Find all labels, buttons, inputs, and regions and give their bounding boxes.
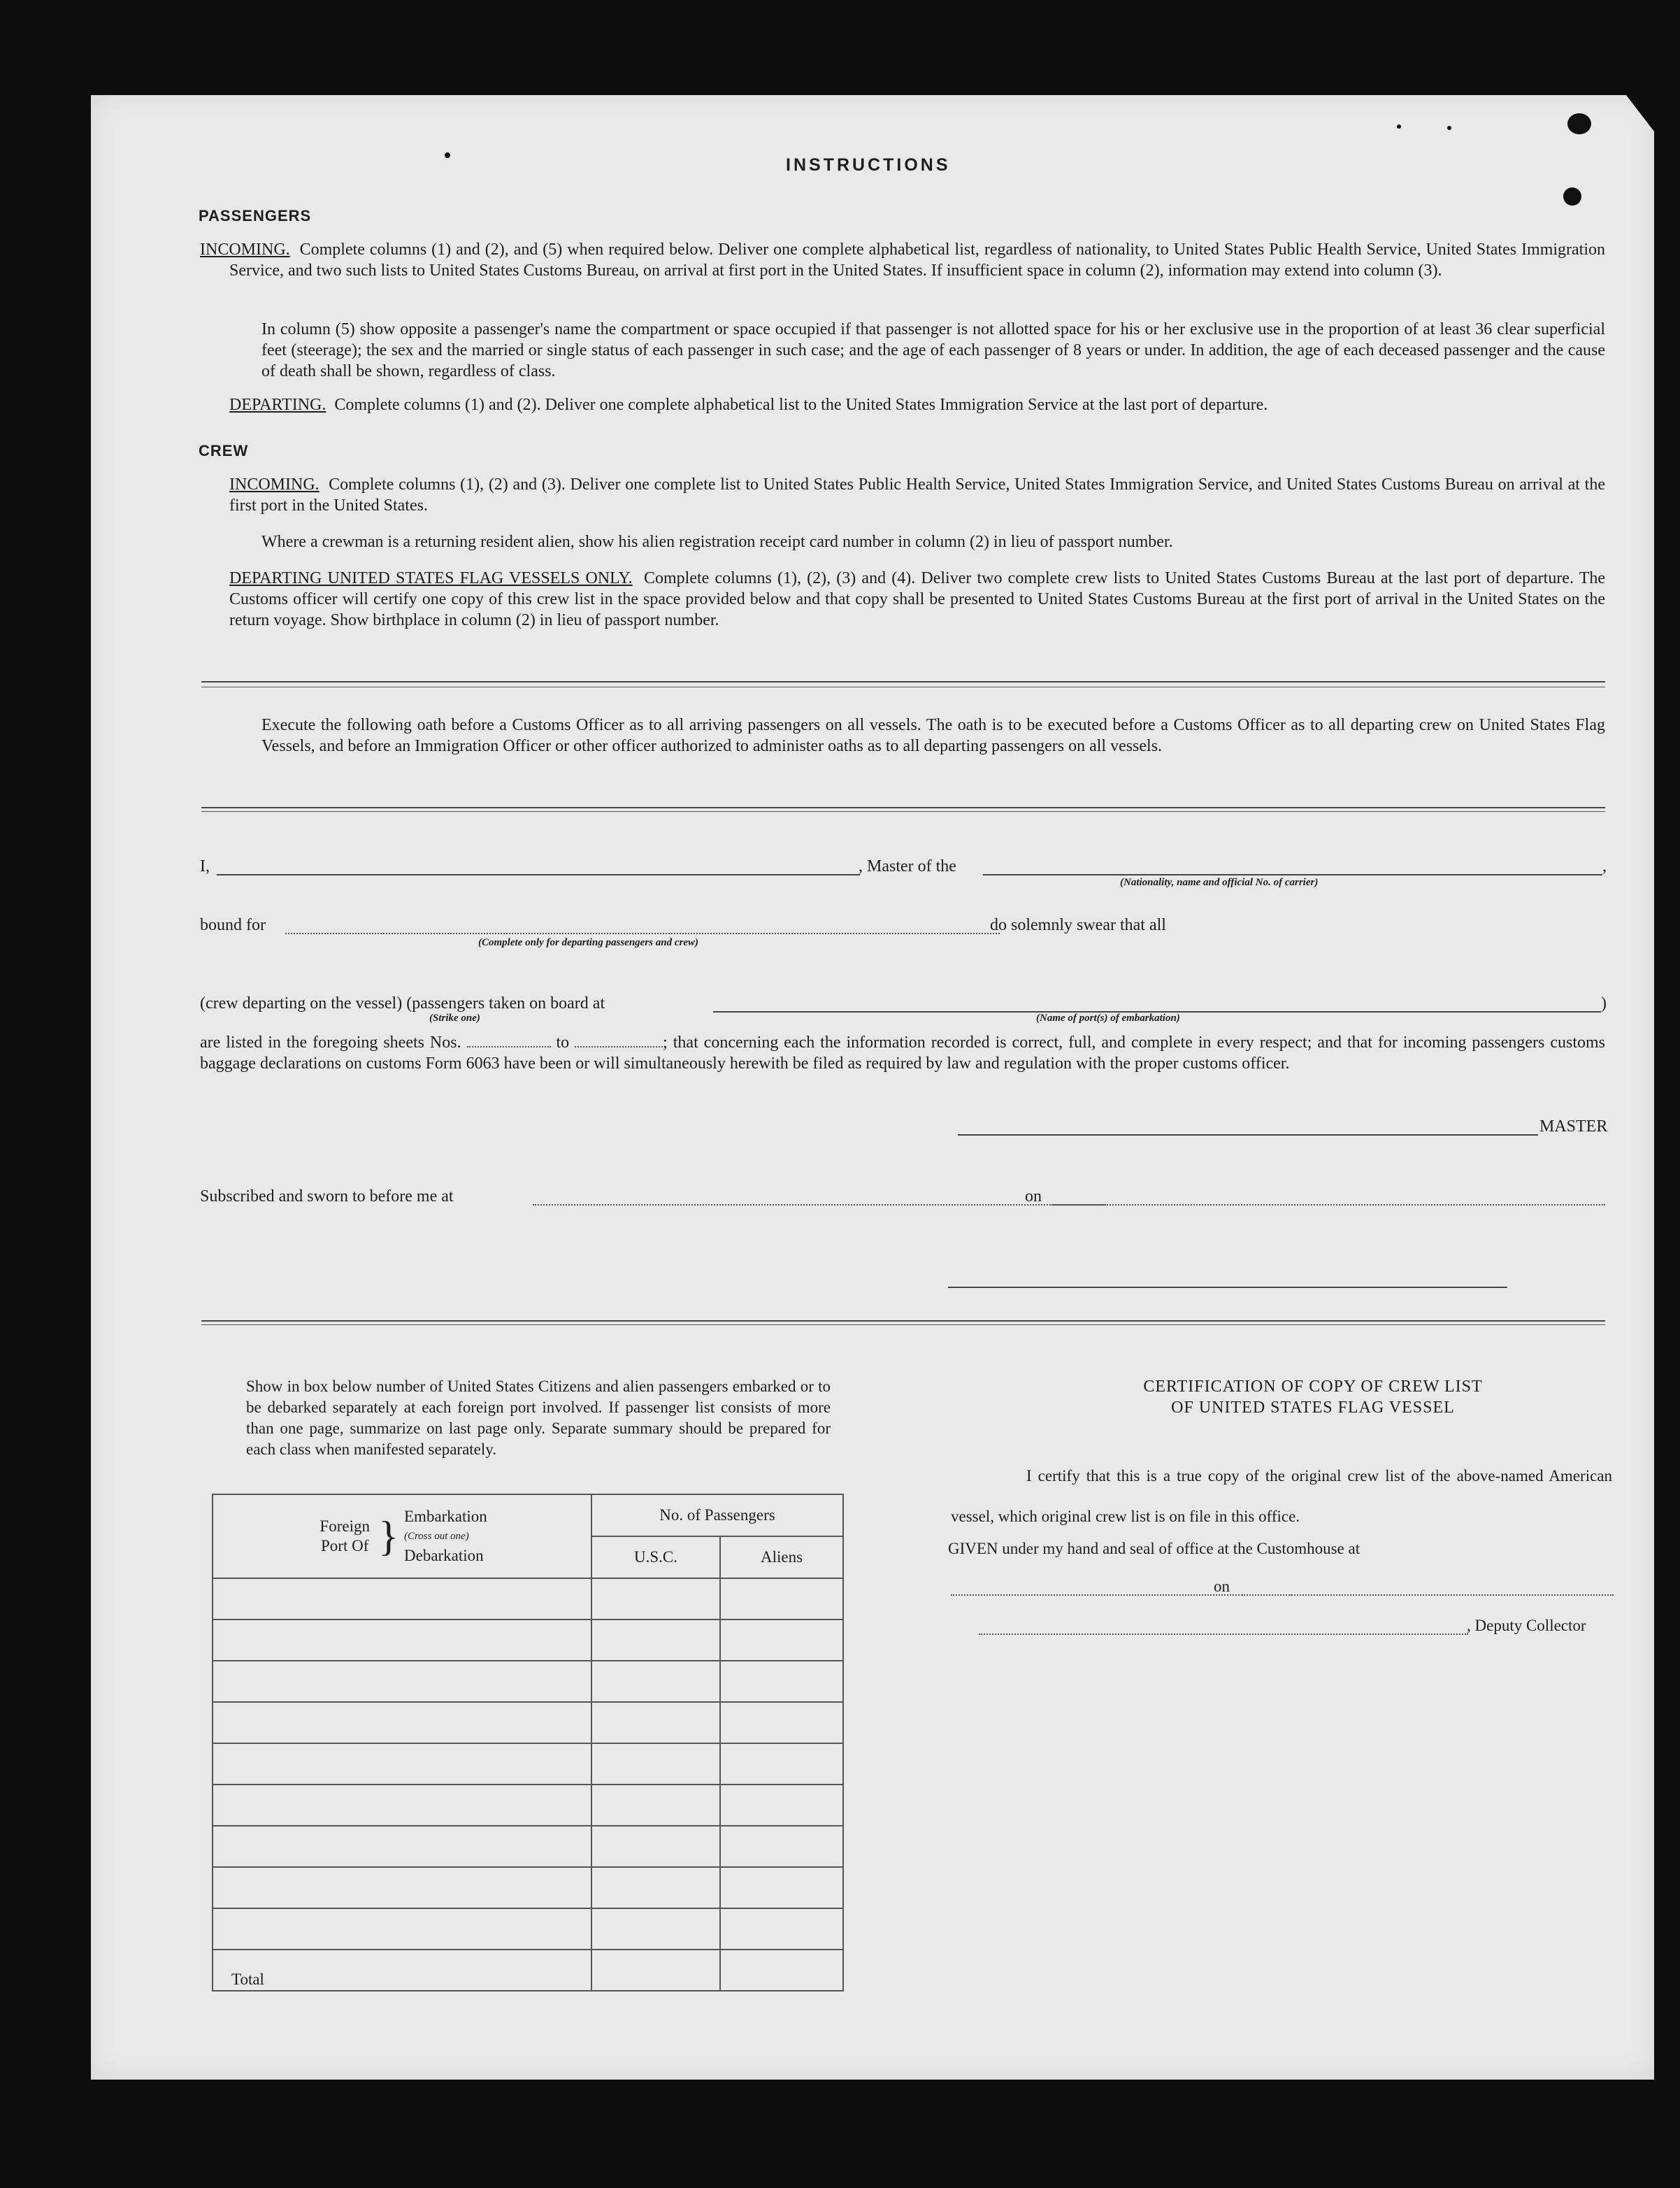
- usc-cell[interactable]: [591, 1578, 720, 1619]
- port-cell[interactable]: [213, 1702, 591, 1743]
- usc-cell[interactable]: [591, 1826, 720, 1867]
- port-cell[interactable]: [213, 1785, 591, 1826]
- divider: [201, 1324, 1605, 1325]
- total-row: [213, 1950, 843, 1991]
- passengers-incoming-label: INCOMING.: [200, 241, 290, 259]
- aliens-cell[interactable]: [720, 1908, 843, 1950]
- summary-intro-paragraph: Show in box below number of United States Citizens and alien passengers embarked or to be debarked separately at each foreign port involved. If passenger list consists of more than one page, summarize on last page only. Separate summary should be prepared for each class when manifested separately.: [246, 1378, 831, 1458]
- usc-cell[interactable]: [591, 1908, 720, 1950]
- crew-departing-label: DEPARTING UNITED STATES FLAG VESSELS ONLY.: [229, 569, 633, 587]
- certification-title-line2: OF UNITED STATES FLAG VESSEL: [1171, 1399, 1455, 1417]
- passengers-incoming-paragraph: [200, 239, 1605, 281]
- master-signature-field[interactable]: [958, 1134, 1538, 1136]
- usc-cell[interactable]: [591, 1619, 720, 1661]
- bound-for-label: bound for: [200, 916, 266, 934]
- brace-glyph: }: [378, 1513, 399, 1559]
- passengers-departing-label: DEPARTING.: [229, 396, 326, 414]
- bound-for-field[interactable]: [285, 933, 1000, 934]
- ink-spot: [1397, 124, 1401, 129]
- passenger-summary-table: [212, 1494, 844, 1992]
- officer-signature-field[interactable]: [948, 1287, 1507, 1288]
- ink-spot: [1447, 126, 1451, 130]
- usc-cell[interactable]: [591, 1702, 720, 1743]
- table-row: [213, 1661, 843, 1702]
- crew-resident-paragraph: Where a crewman is a returning resident alien, show his alien registration receipt card number in column (2) in lieu of passport number.: [261, 533, 1173, 551]
- port-header: [213, 1494, 591, 1578]
- certify-paragraph: I certify that this is a true copy of the original crew list of the above-named American vessel, which original crew list is on file in this office.: [951, 1467, 1612, 1525]
- table-row: [213, 1578, 843, 1619]
- crew-passengers-label: (crew departing on the vessel) (passengers taken on board at: [200, 994, 605, 1013]
- table-row: [213, 1908, 843, 1950]
- table-row: [213, 1702, 843, 1743]
- ink-spot: [1567, 113, 1591, 134]
- listed-text-3: and that for incoming passengers customs baggage declarations on customs Form 6063 have been or will simultaneously herewith be filed as required by law and regulation with the proper customs officer.: [200, 1034, 1606, 1073]
- divider: [201, 1320, 1605, 1322]
- certification-title: [963, 1376, 1663, 1418]
- certification-on-label: on: [1214, 1578, 1230, 1595]
- passengers-incoming-text: Complete columns (1) and (2), and (5) when required below. Deliver one complete alphabetical list, regardless of nationality, to United States Public Health Service, United States Immigration Service, and two such lists to United States Customs Bureau, on arrival at first port in the United States. If insufficient space in column (2), information may extend into column (3).: [229, 241, 1606, 280]
- master-name-field[interactable]: [217, 874, 860, 875]
- master-label: MASTER: [1539, 1117, 1608, 1136]
- crew-departing-text: Complete columns (1), (2), (3) and (4). Deliver two complete crew lists to United States Customs Bureau at the last port of departure. The Customs officer will certify one copy of this crew list in the space provided below and that copy shall be presented to United States Customs Bureau at the first port of arrival in the United States on the return voyage. Show birthplace in column (2) in lieu of passport number.: [229, 569, 1605, 629]
- aliens-cell[interactable]: [720, 1785, 843, 1826]
- to-label: to: [556, 1034, 570, 1052]
- port-cell[interactable]: [213, 1619, 591, 1661]
- oath-intro-paragraph: Execute the following oath before a Customs Officer as to all arriving passengers on all vessels. The oath is to be executed before a Customs Officer as to all departing crew on United States Flag Vessels, and before an Immigration Officer or other officer authorized to administer oaths as to all departing passengers on all vessels.: [261, 716, 1605, 755]
- embarkation-label: Embarkation: [404, 1508, 487, 1525]
- table-row: [213, 1867, 843, 1908]
- foreign-port-of-label: Foreign Port Of: [320, 1517, 370, 1554]
- total-usc-cell[interactable]: [591, 1950, 720, 1991]
- listed-paragraph: [200, 1032, 1605, 1074]
- cross-out-caption: (Cross out one): [404, 1531, 469, 1542]
- ports-field-end: ): [1601, 994, 1607, 1013]
- carrier-field-end: ,: [1602, 857, 1607, 875]
- usc-cell[interactable]: [591, 1867, 720, 1908]
- ports-caption: (Name of port(s) of embarkation): [1036, 1013, 1180, 1024]
- divider: [201, 811, 1605, 812]
- complete-only-caption: (Complete only for departing passengers and crew): [478, 937, 698, 948]
- aliens-cell[interactable]: [720, 1661, 843, 1702]
- carrier-field[interactable]: [983, 874, 1602, 875]
- passengers-heading: PASSENGERS: [199, 207, 312, 224]
- passengers-column5-paragraph: In column (5) show opposite a passenger's name the compartment or space occupied if that passenger is not allotted space for his or her exclusive use in the proportion of at least 36 clear superficial feet (steerage); the sex and the married or single status of each passenger in such case; and the age of each passenger of 8 years or under. In addition, the age of each deceased passenger and the cause of death shall be shown, regardless of class.: [261, 320, 1605, 380]
- table-row: [213, 1826, 843, 1867]
- port-cell[interactable]: [213, 1578, 591, 1619]
- debarkation-label: Debarkation: [404, 1547, 484, 1564]
- crew-heading: CREW: [199, 442, 249, 459]
- crew-incoming-text: Complete columns (1), (2) and (3). Deliver one complete list to United States Public Health Service, United States Immigration Service, and United States Customs Bureau on arrival at the first port in the United States.: [229, 476, 1605, 515]
- crew-departing-paragraph: [229, 568, 1605, 631]
- table-row: [213, 1743, 843, 1785]
- ink-spot: [445, 152, 450, 158]
- deputy-collector-label: , Deputy Collector: [1467, 1617, 1586, 1634]
- port-cell[interactable]: [213, 1743, 591, 1785]
- aliens-cell[interactable]: [720, 1826, 843, 1867]
- strike-one-caption: (Strike one): [429, 1013, 480, 1024]
- subscribed-on-label: on: [1025, 1187, 1042, 1206]
- ink-spot: [1563, 187, 1581, 206]
- divider: [201, 807, 1605, 808]
- sheet-from-field[interactable]: [467, 1034, 551, 1047]
- master-of-label: , Master of the: [859, 857, 956, 875]
- aliens-cell[interactable]: [720, 1743, 843, 1785]
- subscribed-label: Subscribed and sworn to before me at: [200, 1187, 454, 1206]
- subscribed-date-field[interactable]: [1051, 1204, 1605, 1206]
- listed-text-2: ; that concerning each the information recorded is correct, full, and complete in every respect;: [663, 1034, 1312, 1052]
- table-header-row: [213, 1494, 843, 1536]
- given-text: GIVEN under my hand and seal of office at the Customhouse at: [948, 1540, 1360, 1557]
- listed-text-1: are listed in the foregoing sheets Nos.: [200, 1034, 461, 1052]
- folded-corner: [1626, 95, 1654, 131]
- form-sheet: [91, 95, 1654, 2080]
- passengers-departing-text: Complete columns (1) and (2). Deliver one complete alphabetical list to the United States Immigration Service at the last port of departure.: [334, 396, 1268, 414]
- sheet-to-field[interactable]: [575, 1034, 663, 1047]
- no-of-passengers-header: No. of Passengers: [591, 1494, 843, 1536]
- table-row: [213, 1619, 843, 1661]
- certification-title-line1: CERTIFICATION OF COPY OF CREW LIST: [1143, 1378, 1483, 1396]
- port-cell[interactable]: [213, 1908, 591, 1950]
- instructions-title: INSTRUCTIONS: [786, 155, 951, 175]
- port-cell[interactable]: [213, 1661, 591, 1702]
- subscribed-place-field[interactable]: [533, 1204, 1106, 1206]
- port-cell[interactable]: [213, 1867, 591, 1908]
- aliens-header: Aliens: [720, 1536, 843, 1578]
- usc-cell[interactable]: [591, 1661, 720, 1702]
- nationality-caption: (Nationality, name and official No. of carrier): [1120, 877, 1319, 888]
- aliens-cell[interactable]: [720, 1578, 843, 1619]
- usc-header: U.S.C.: [591, 1536, 720, 1578]
- customhouse-field[interactable]: [951, 1594, 1292, 1596]
- oath-i-label: I,: [200, 857, 210, 875]
- usc-cell[interactable]: [591, 1743, 720, 1785]
- passengers-departing-paragraph: [229, 394, 1605, 415]
- aliens-cell[interactable]: [720, 1702, 843, 1743]
- swear-label: do solemnly swear that all: [990, 916, 1166, 934]
- port-cell[interactable]: [213, 1826, 591, 1867]
- certification-date-field[interactable]: [1242, 1594, 1614, 1596]
- deputy-collector-signature-field[interactable]: [979, 1633, 1468, 1635]
- aliens-cell[interactable]: [720, 1619, 843, 1661]
- table-row: [213, 1785, 843, 1826]
- total-label: Total: [213, 1950, 591, 1991]
- crew-incoming-label: INCOMING.: [229, 476, 320, 494]
- usc-cell[interactable]: [591, 1785, 720, 1826]
- total-aliens-cell[interactable]: [720, 1950, 843, 1991]
- divider: [201, 681, 1605, 682]
- aliens-cell[interactable]: [720, 1867, 843, 1908]
- crew-incoming-paragraph: [229, 474, 1605, 516]
